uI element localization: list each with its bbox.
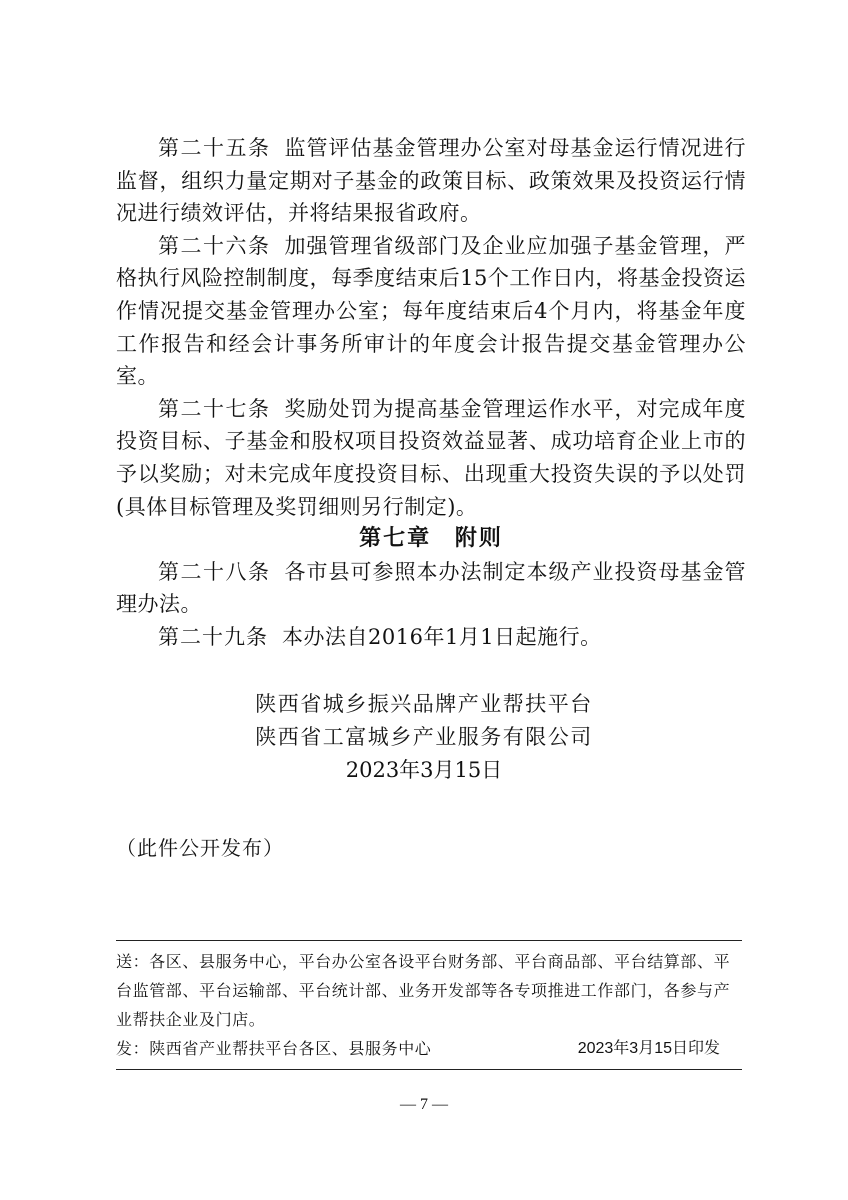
article-28 [116,556,746,621]
chapter-title: 第七章 附则 [359,526,503,552]
article-text: 加强管理省级部门及企业应加强子基金管理，严格执行风险控制制度，每季度结束后15个工作日内，将基金投资运作情况提交基金管理办公室；每年度结束后4个月内，将基金年度工作报告和经会计事务所审计的年度会计报告提交基金管理办公室。 [116,233,746,389]
article-text: 监管评估基金管理办公室对母基金运行情况进行监督，组织力量定期对子基金的政策目标、政策效果及投资运行情况进行绩效评估，并将结果报省政府。 [116,136,746,226]
signature-org-2: 陕西省工富城乡产业服务有限公司 [255,725,593,749]
article-text: 本办法自2016年1月1日起施行。 [282,624,602,649]
distribution-recipients: 送：各区、县服务中心，平台办公室各设平台财务部、平台商品部、平台结算部、平台监管部、平台运输部、平台统计部、业务开发部等各专项推进工作部门，各参与产业帮扶企业及门店。 [116,952,731,1029]
article-29 [116,621,746,654]
article-26 [116,230,746,393]
article-text: 各市县可参照本办法制定本级产业投资母基金管理办法。 [116,559,746,617]
distribution-issuer-row [116,1034,742,1063]
distribution-block [116,940,742,1070]
article-label: 第二十六条 [158,233,271,258]
article-label: 第二十七条 [158,396,271,421]
issue-date: 2023年3月15日印发 [577,1040,720,1057]
article-25 [116,132,746,230]
article-label: 第二十八条 [158,559,271,584]
article-label: 第二十五条 [158,136,271,160]
signature-date: 2023年3月15日 [345,758,503,782]
article-label: 第二十九条 [158,624,268,649]
page-number: — 7 — [400,1096,448,1113]
public-release-note: （此件公开发布） [116,836,284,860]
signature-org-1: 陕西省城乡振兴品牌产业帮扶平台 [255,692,593,716]
article-text: 奖励处罚为提高基金管理运作水平，对完成年度投资目标、子基金和股权项目投资效益显著、成功培育企业上市的予以奖励；对未完成年度投资目标、出现重大投资失误的予以处罚(具体目标管理及奖罚细则另行制定)。 [116,396,746,519]
signature-block [0,688,848,787]
distribution-issuer: 发：陕西省产业帮扶平台各区、县服务中心 [116,1039,432,1058]
document-body [116,132,746,654]
article-27 [116,393,746,523]
